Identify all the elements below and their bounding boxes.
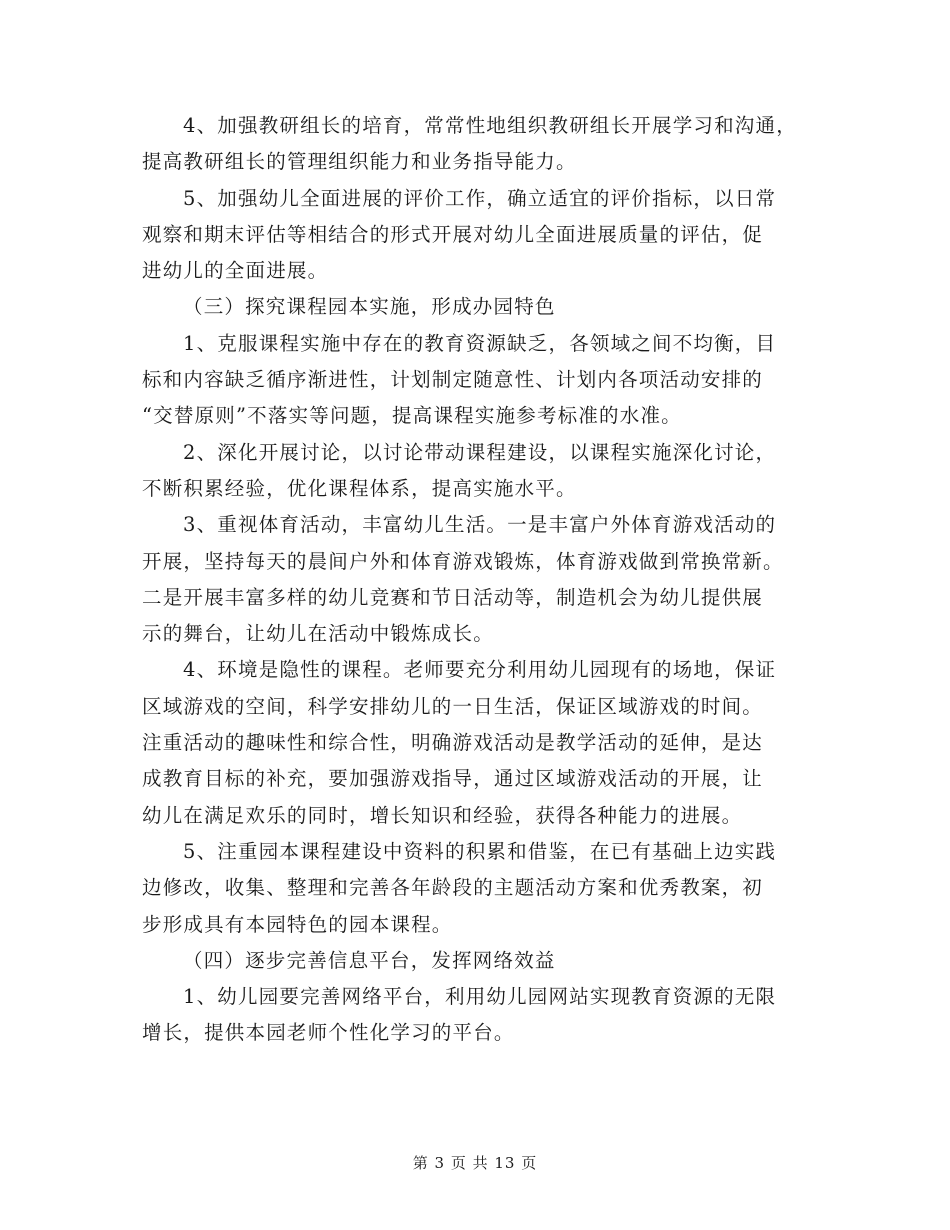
text-line: 标和内容缺乏循序渐进性，计划制定随意性、计划内各项活动安排的 [142,368,764,392]
text-line: 提高教研组长的管理组织能力和业务指导能力。 [142,150,577,174]
text-line: 示的舞台，让幼儿在活动中锻炼成长。 [142,622,494,646]
text-line: 4、加强教研组长的培育，常常性地组织教研组长开展学习和沟通， [183,114,797,137]
text-line: 1、克服课程实施中存在的教育资源缺乏，各领域之间不均衡，目 [183,331,777,355]
text-line: 5、注重园本课程建设中资料的积累和借鉴，在已有基础上边实践 [183,839,777,863]
text-line: “交替原则”不落实等问题，提高课程实施参考标准的水准。 [142,404,682,428]
text-line: 边修改，收集、整理和完善各年龄段的主题活动方案和优秀教案，初 [142,876,764,900]
text-line: 注重活动的趣味性和综合性，明确游戏活动是教学活动的延伸，是达 [142,731,764,755]
text-line: 2、深化开展讨论，以讨论带动课程建设，以课程实施深化讨论， [183,440,777,464]
page-number-footer: 第 3 页 共 13 页 [412,1154,538,1172]
text-line: 不断积累经验，优化课程体系，提高实施水平。 [142,476,577,500]
text-line: 1、幼儿园要完善网络平台，利用幼儿园网站实现教育资源的无限 [183,985,777,1009]
document-body [142,108,822,1052]
text-line: 增长，提供本园老师个性化学习的平台。 [142,1021,515,1045]
section-heading: （三）探究课程园本实施，形成办园特色 [183,295,556,319]
text-line: 5、加强幼儿全面进展的评价工作，确立适宜的评价指标，以日常 [183,186,777,210]
text-line: 3、重视体育活动，丰富幼儿生活。一是丰富户外体育游戏活动的 [183,513,777,537]
text-line: 区域游戏的空间，科学安排幼儿的一日生活，保证区域游戏的时间。 [142,694,764,718]
text-line: 幼儿在满足欢乐的同时，增长知识和经验，获得各种能力的进展。 [142,803,743,827]
text-line: 开展，坚持每天的晨间户外和体育游戏锻炼，体育游戏做到常换常新。 [142,549,784,573]
text-line: 二是开展丰富多样的幼儿竞赛和节日活动等，制造机会为幼儿提供展 [142,585,764,609]
text-line: 步形成具有本园特色的园本课程。 [142,912,453,936]
text-line: 4、环境是隐性的课程。老师要充分利用幼儿园现有的场地，保证 [183,658,777,682]
text-line: 进幼儿的全面进展。 [142,259,329,283]
text-line: 观察和期末评估等相结合的形式开展对幼儿全面进展质量的评估，促 [142,222,764,246]
text-line: 成教育目标的补充，要加强游戏指导，通过区域游戏活动的开展，让 [142,767,764,791]
section-heading: （四）逐步完善信息平台，发挥网络效益 [183,948,556,972]
